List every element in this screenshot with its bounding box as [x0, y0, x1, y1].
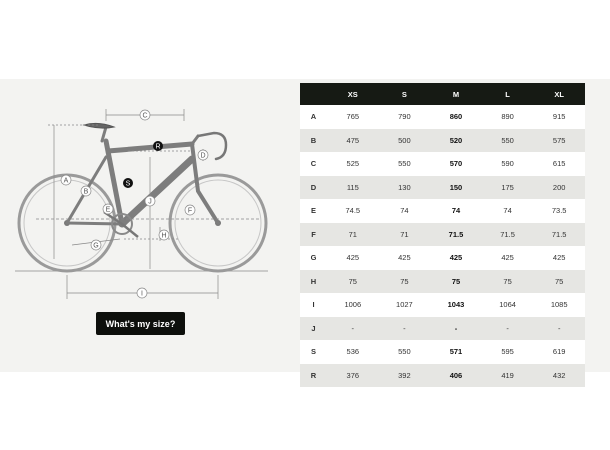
table-row: [300, 223, 585, 247]
table-row: [300, 105, 585, 129]
table-row: [300, 340, 585, 364]
label-s: [123, 178, 133, 188]
svg-text:J: J: [148, 198, 152, 206]
svg-text:R: R: [155, 143, 161, 151]
row-label: J: [300, 317, 327, 341]
table-cell: 74: [379, 199, 431, 223]
table-cell: 71.5: [430, 223, 482, 247]
label-f: [185, 205, 195, 215]
table-row: [300, 152, 585, 176]
table-cell: 74: [482, 199, 534, 223]
table-cell: 575: [533, 129, 585, 153]
table-cell: -: [430, 317, 482, 341]
table-cell: 376: [327, 364, 379, 388]
label-h: [159, 230, 169, 240]
table-cell: 525: [327, 152, 379, 176]
table-cell: 406: [430, 364, 482, 388]
table-cell: 419: [482, 364, 534, 388]
size-header-s: S: [379, 83, 431, 105]
table-cell: 71.5: [482, 223, 534, 247]
row-label: E: [300, 199, 327, 223]
table-row: [300, 176, 585, 200]
svg-text:B: B: [83, 188, 89, 196]
table-row: [300, 270, 585, 294]
row-label: B: [300, 129, 327, 153]
table-cell: 425: [430, 246, 482, 270]
table-cell: 75: [430, 270, 482, 294]
table-cell: 765: [327, 105, 379, 129]
bike-frame: [67, 127, 218, 224]
table-cell: 71: [379, 223, 431, 247]
svg-text:C: C: [142, 112, 148, 120]
table-cell: 1027: [379, 293, 431, 317]
label-c: [140, 110, 150, 120]
svg-text:E: E: [105, 206, 111, 214]
table-cell: 71: [327, 223, 379, 247]
label-g: [91, 240, 101, 250]
table-cell: 571: [430, 340, 482, 364]
row-label: S: [300, 340, 327, 364]
table-cell: 475: [327, 129, 379, 153]
table-cell: 75: [379, 270, 431, 294]
table-cell: 392: [379, 364, 431, 388]
row-label: H: [300, 270, 327, 294]
table-row: [300, 293, 585, 317]
table-cell: 75: [327, 270, 379, 294]
table-cell: 71.5: [533, 223, 585, 247]
table-cell: 520: [430, 129, 482, 153]
table-cell: 500: [379, 129, 431, 153]
table-cell: 432: [533, 364, 585, 388]
table-cell: 570: [430, 152, 482, 176]
table-cell: 550: [482, 129, 534, 153]
row-label: A: [300, 105, 327, 129]
label-a: [61, 175, 71, 185]
saddle: [84, 123, 114, 128]
table-row: [300, 199, 585, 223]
size-header-xs: XS: [327, 83, 379, 105]
header-corner: [300, 83, 327, 105]
table-row: [300, 317, 585, 341]
table-cell: 536: [327, 340, 379, 364]
table-cell: 175: [482, 176, 534, 200]
svg-text:H: H: [161, 232, 167, 240]
table-cell: 73.5: [533, 199, 585, 223]
size-header-xl: XL: [533, 83, 585, 105]
svg-text:A: A: [63, 177, 69, 185]
table-cell: 200: [533, 176, 585, 200]
table-cell: 615: [533, 152, 585, 176]
table-row: [300, 129, 585, 153]
row-label: R: [300, 364, 327, 388]
table-cell: 550: [379, 340, 431, 364]
table-cell: 425: [482, 246, 534, 270]
table-row: [300, 246, 585, 270]
table-cell: -: [482, 317, 534, 341]
label-i: [137, 288, 147, 298]
table-cell: -: [379, 317, 431, 341]
table-cell: 1043: [430, 293, 482, 317]
svg-text:G: G: [93, 242, 99, 250]
table-cell: 425: [533, 246, 585, 270]
whats-my-size-button[interactable]: What's my size?: [96, 312, 185, 335]
table-cell: 915: [533, 105, 585, 129]
row-label: C: [300, 152, 327, 176]
table-cell: 619: [533, 340, 585, 364]
bike-geometry-diagram: [0, 79, 290, 309]
svg-text:F: F: [187, 207, 193, 215]
svg-text:D: D: [200, 152, 206, 160]
table-cell: 1006: [327, 293, 379, 317]
table-cell: 115: [327, 176, 379, 200]
table-row: [300, 364, 585, 388]
table-cell: 550: [379, 152, 431, 176]
label-r: [153, 141, 163, 151]
table-cell: 790: [379, 105, 431, 129]
size-header-l: L: [482, 83, 534, 105]
table-cell: 74: [430, 199, 482, 223]
table-cell: 150: [430, 176, 482, 200]
table-cell: 1085: [533, 293, 585, 317]
table-cell: 75: [533, 270, 585, 294]
row-label: D: [300, 176, 327, 200]
label-j: [145, 196, 155, 206]
table-cell: 425: [327, 246, 379, 270]
table-cell: 1064: [482, 293, 534, 317]
label-e: [103, 204, 113, 214]
table-cell: 860: [430, 105, 482, 129]
table-cell: -: [533, 317, 585, 341]
table-cell: 590: [482, 152, 534, 176]
geometry-table: [300, 83, 585, 387]
table-cell: 74.5: [327, 199, 379, 223]
size-header-m: M: [430, 83, 482, 105]
row-label: F: [300, 223, 327, 247]
table-header-row: [300, 83, 585, 105]
row-label: G: [300, 246, 327, 270]
svg-text:I: I: [141, 290, 143, 298]
table-cell: 890: [482, 105, 534, 129]
label-b: [81, 186, 91, 196]
table-cell: 425: [379, 246, 431, 270]
table-cell: 75: [482, 270, 534, 294]
table-cell: 130: [379, 176, 431, 200]
label-d: [198, 150, 208, 160]
row-label: I: [300, 293, 327, 317]
table-cell: -: [327, 317, 379, 341]
table-cell: 595: [482, 340, 534, 364]
svg-text:S: S: [125, 180, 131, 188]
